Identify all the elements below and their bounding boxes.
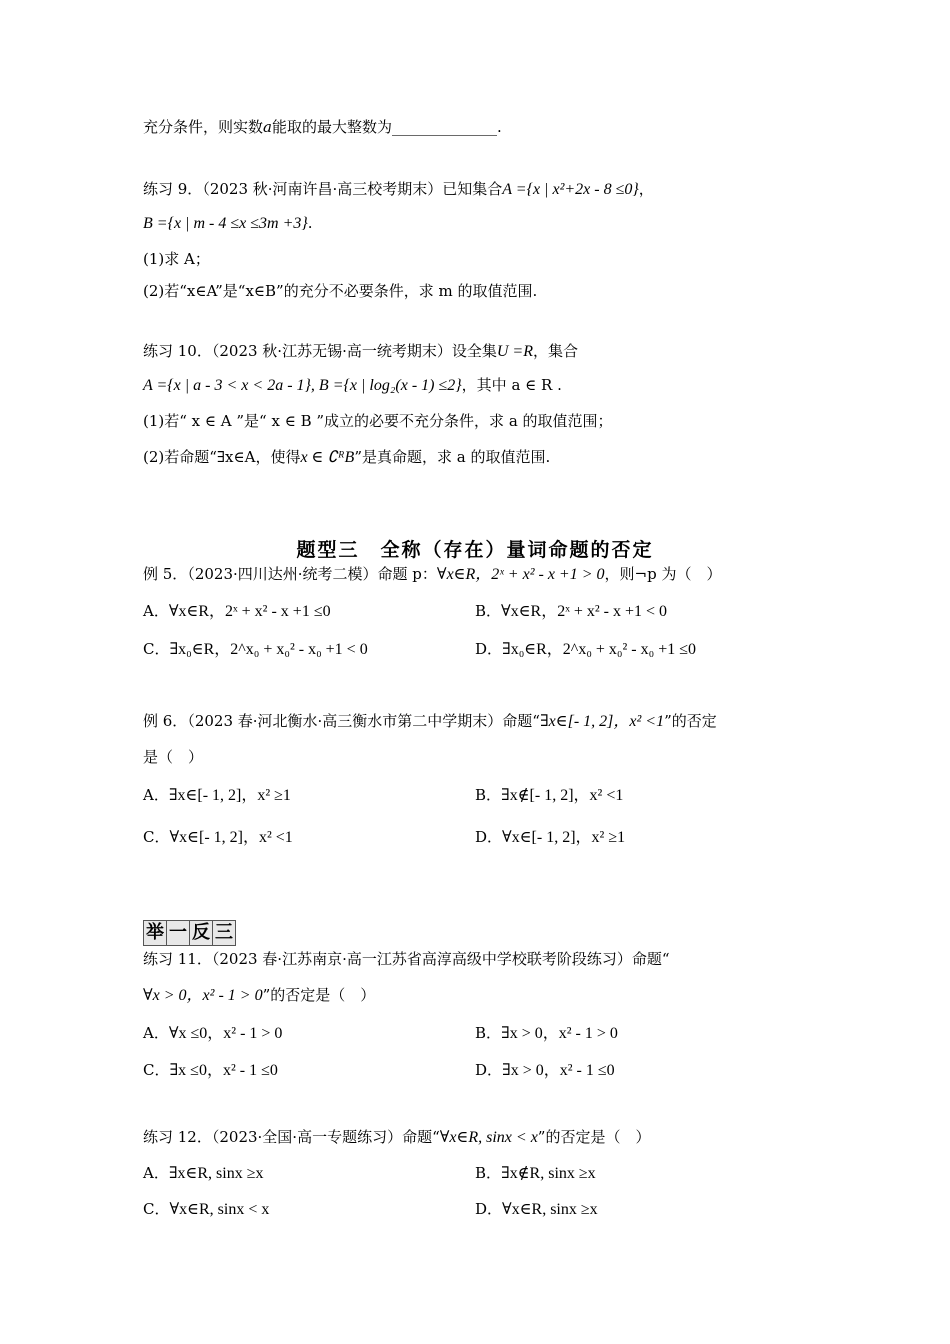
exercise-9-q2: (2)若“x∈A”是“x∈B”的充分不必要条件，求 m 的取值范围. (143, 282, 538, 300)
sets-formula: A ={x | a - 3 < x < 2a - 1}, B ={x | log₂(x - 1) ≤2} (143, 377, 462, 394)
option-c[interactable] (143, 638, 368, 661)
option-text: ∀x∈R，2ˣ + x² - x +1 < 0 (501, 603, 668, 620)
option-key: D． (475, 1200, 503, 1218)
option-key: A． (143, 1164, 169, 1182)
text: ，其中 a ∈ R . (461, 376, 562, 394)
option-text: ∀x∈R, sinx < x (169, 1201, 270, 1218)
exercise-10-q2 (143, 446, 550, 469)
option-text: ∃x∉[- 1, 2]，x² <1 (501, 787, 624, 804)
option-key: A． (143, 602, 169, 620)
proposition-formula: ∀x∈R, sinx < x (439, 1129, 538, 1146)
example-6-header-cont: 是（ ） (143, 748, 204, 766)
option-text: ∃x₀∈R，2^x₀ + x₀² - x₀ +1 < 0 (169, 641, 368, 658)
option-key: C． (143, 828, 170, 846)
option-c[interactable] (143, 826, 293, 849)
text: 充分条件，则实数 (143, 118, 264, 136)
option-text: ∃x∈[- 1, 2]，x² ≥1 (168, 787, 291, 804)
var: a (263, 118, 272, 136)
example-label: 例 6． (143, 712, 188, 730)
exercise-label: 练习 12． (143, 1128, 212, 1146)
exercise-10-header (143, 340, 578, 363)
text: ”是真命题，求 a 的取值范围. (354, 448, 551, 466)
text: ， (638, 180, 654, 198)
text: ”的否定是（ ） (262, 986, 376, 1004)
text: ”的否定是（ ） (537, 1128, 651, 1146)
proposition-formula: ∀x > 0，x² - 1 > 0 (143, 987, 263, 1004)
text: . (496, 118, 502, 136)
option-key: D． (475, 1061, 503, 1079)
option-a[interactable] (143, 600, 331, 623)
option-d[interactable] (475, 638, 696, 661)
example-source: （2023·四川达州·统考二模）命题 p： (187, 565, 437, 583)
option-key: D． (475, 828, 503, 846)
option-text: ∃x > 0，x² - 1 > 0 (501, 1025, 618, 1042)
option-c[interactable] (143, 1198, 269, 1221)
example-label: 例 5． (143, 565, 188, 583)
exercise-label: 练习 10． (143, 342, 212, 360)
text: (2)若命题“∃x∈A，使得 (143, 448, 301, 466)
exercise-label: 练习 11． (143, 950, 212, 968)
option-d[interactable] (475, 1198, 598, 1221)
option-key: A． (143, 786, 169, 804)
option-key: B． (475, 786, 502, 804)
practice-badge (143, 920, 236, 946)
universe-formula: U =R (496, 343, 533, 360)
exercise-source: （2023·全国·高一专题练习）命题“ (211, 1128, 440, 1146)
option-b[interactable] (475, 600, 667, 623)
exercise-9-header (143, 178, 654, 201)
option-key: B． (475, 1164, 502, 1182)
option-b[interactable] (475, 1162, 596, 1185)
exercise-source: （2023 秋·江苏无锡·高一统考期末）设全集 (211, 342, 497, 360)
option-a[interactable] (143, 1162, 264, 1185)
option-text: ∀x∈R，2ˣ + x² - x +1 ≤0 (168, 603, 331, 620)
exercise-source: （2023 秋·河南许昌·高三校考期末）已知集合 (202, 180, 503, 198)
exercise-10-q1: (1)若“ x ∈ A ”是“ x ∈ B ”成立的必要不充分条件，求 a 的取值范围； (143, 412, 613, 430)
option-text: ∃x ≤0，x² - 1 ≤0 (169, 1062, 278, 1079)
option-key: C． (143, 1061, 170, 1079)
exercise-11-header (143, 948, 670, 970)
text: ”的否定 (664, 712, 717, 730)
exercise-10-sets (143, 374, 562, 397)
exercise-12-header (143, 1126, 650, 1149)
example-source: （2023 春·河北衡水·高三衡水市第二中学期末）命题“ (187, 712, 540, 730)
option-key: C． (143, 640, 170, 658)
option-text: ∀x ≤0，x² - 1 > 0 (168, 1025, 283, 1042)
fill-in-blank-line (143, 116, 502, 138)
option-text: ∃x > 0，x² - 1 ≤0 (502, 1062, 615, 1079)
example-5-header (143, 563, 721, 586)
option-key: A． (143, 1024, 169, 1042)
complement-formula: x ∈ ∁ᴿB (300, 449, 355, 466)
exercise-11-prop (143, 984, 375, 1007)
exercise-label: 练习 9． (143, 180, 203, 198)
proposition-formula: ∀x∈R，2ˣ + x² - x +1 > 0 (436, 566, 605, 583)
option-a[interactable] (143, 1022, 282, 1045)
option-d[interactable] (475, 826, 625, 849)
option-a[interactable] (143, 784, 291, 807)
exercise-9-q1: (1)求 A； (143, 250, 210, 268)
option-text: ∃x₀∈R，2^x₀ + x₀² - x₀ +1 ≤0 (502, 641, 697, 658)
option-text: ∀x∈[- 1, 2]，x² ≥1 (502, 829, 626, 846)
option-d[interactable] (475, 1059, 615, 1082)
set-b-formula: B ={x | m - 4 ≤x ≤3m +3} (143, 215, 308, 232)
text: ，集合 (532, 342, 578, 360)
badge-char: 反 (190, 921, 213, 945)
text: 能取的最大整数为 (271, 118, 392, 136)
option-c[interactable] (143, 1059, 278, 1082)
proposition-formula: ∃x∈[- 1, 2]，x² <1 (539, 713, 665, 730)
exercise-9-setb (143, 212, 313, 235)
section-heading: 题型三 全称（存在）量词命题的否定 (296, 539, 654, 561)
example-6-header (143, 710, 717, 733)
answer-blank: ______________ (391, 118, 497, 136)
option-text: ∃x∉R, sinx ≥x (501, 1165, 596, 1182)
option-key: B． (475, 1024, 502, 1042)
option-text: ∃x∈R, sinx ≥x (168, 1165, 264, 1182)
option-b[interactable] (475, 1022, 618, 1045)
option-key: D． (475, 640, 503, 658)
option-text: ∀x∈[- 1, 2]，x² <1 (169, 829, 293, 846)
badge-char: 一 (167, 921, 190, 945)
badge-char: 举 (144, 921, 167, 945)
exercise-source: （2023 春·江苏南京·高一江苏省高淳高级中学校联考阶段练习）命题“ (211, 950, 670, 968)
badge-char: 三 (215, 922, 233, 943)
text: ，则¬p 为（ ） (604, 565, 722, 583)
option-b[interactable] (475, 784, 623, 807)
set-a-formula: A ={x | x²+2x - 8 ≤0} (502, 181, 639, 198)
option-key: C． (143, 1200, 170, 1218)
text: . (307, 214, 313, 232)
option-text: ∀x∈R, sinx ≥x (502, 1201, 598, 1218)
option-key: B． (475, 602, 502, 620)
